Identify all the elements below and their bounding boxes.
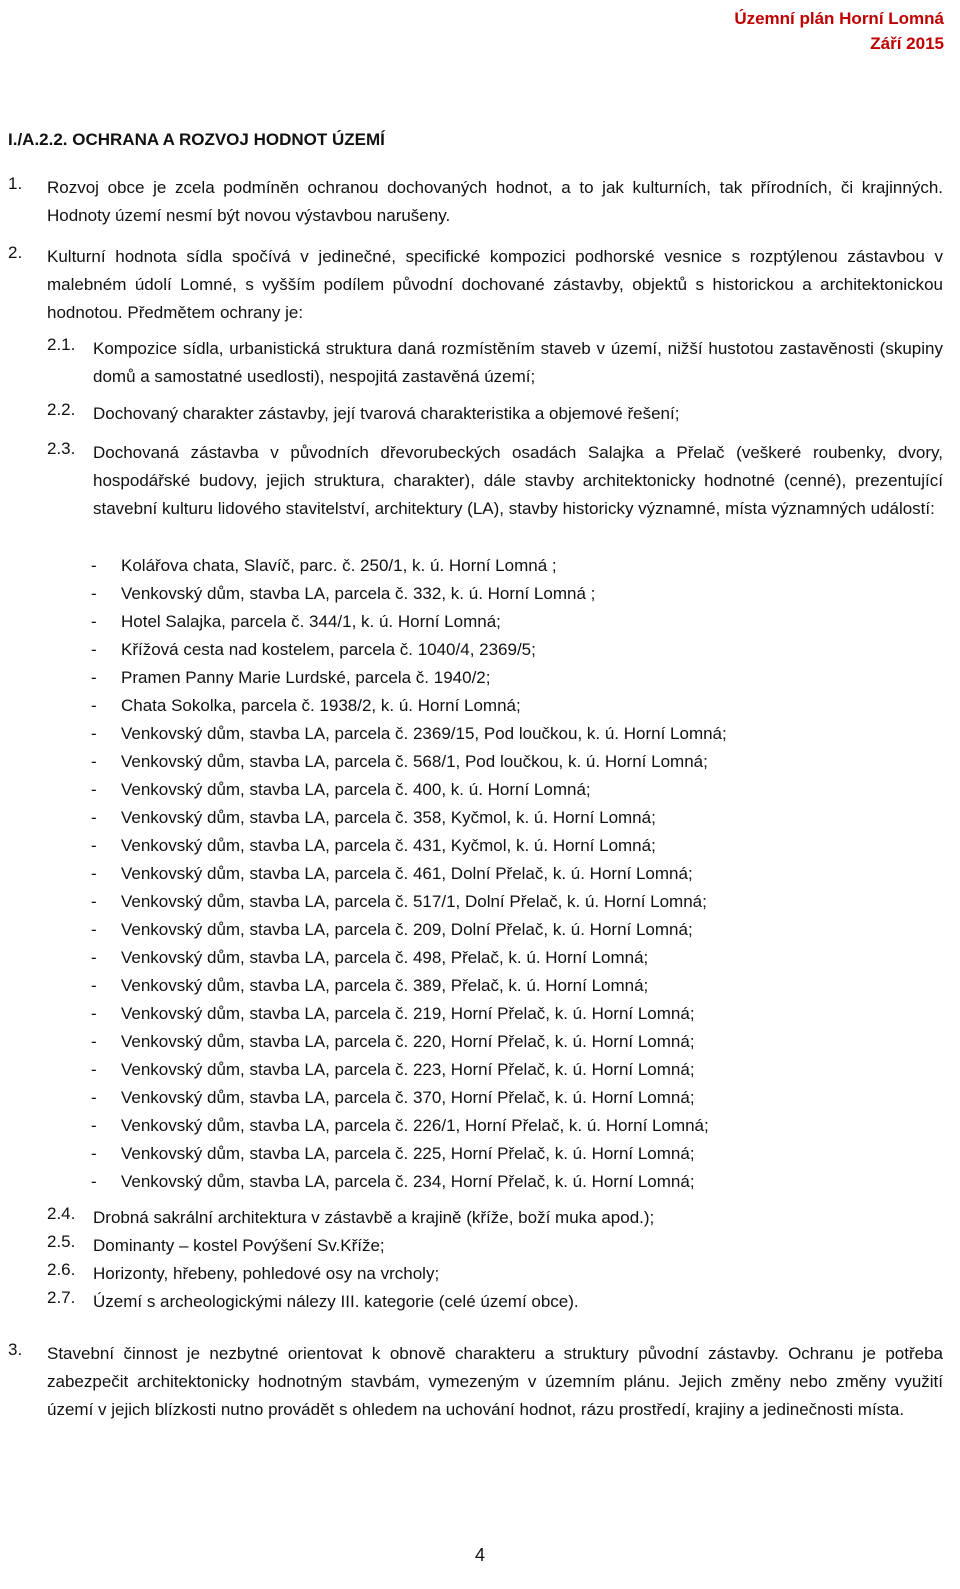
list-dash: -	[91, 920, 97, 939]
subsection-number: 2.1.	[47, 335, 76, 354]
list-item	[91, 1168, 941, 1196]
list-item	[91, 1028, 941, 1056]
list-item	[91, 776, 941, 804]
list-item	[91, 1112, 941, 1140]
list-item-text: Venkovský dům, stavba LA, parcela č. 568/1, Pod loučkou, k. ú. Horní Lomná;	[121, 752, 708, 771]
list-dash: -	[91, 612, 97, 631]
list-dash: -	[91, 808, 97, 827]
list-dash: -	[91, 1144, 97, 1163]
list-item	[91, 608, 941, 636]
list-item-text: Kolářova chata, Slavíč, parc. č. 250/1, k. ú. Horní Lomná ;	[121, 556, 557, 575]
list-item	[91, 692, 941, 720]
subsection-number: 2.4.	[47, 1204, 76, 1223]
list-item-text: Pramen Panny Marie Lurdské, parcela č. 1940/2;	[121, 668, 491, 687]
subsection-number: 2.3.	[47, 439, 76, 458]
paragraph-3-number: 3.	[8, 1340, 23, 1359]
list-dash: -	[91, 1004, 97, 1023]
list-item-text: Venkovský dům, stavba LA, parcela č. 225, Horní Přelač, k. ú. Horní Lomná;	[121, 1144, 695, 1163]
subsection-text: Kompozice sídla, urbanistická struktura daná rozmístěním staveb v území, nižší hustotou zastavěnosti (skupiny domů a samostatné usedlosti), nespojitá zastavěná území;	[93, 339, 943, 386]
list-item	[91, 1140, 941, 1168]
list-item	[91, 664, 941, 692]
subsection-2-1	[47, 335, 943, 391]
list-item-text: Křížová cesta nad kostelem, parcela č. 1040/4, 2369/5;	[121, 640, 536, 659]
paragraph-1-text: Rozvoj obce je zcela podmíněn ochranou dochovaných hodnot, a to jak kulturních, tak přírodních, či krajinných. Hodnoty území nesmí být novou výstavbou narušeny.	[47, 178, 943, 225]
list-item	[91, 860, 941, 888]
subsection-text: Dominanty – kostel Povýšení Sv.Kříže;	[93, 1236, 385, 1255]
list-item	[91, 832, 941, 860]
header-date: Září 2015	[870, 34, 944, 53]
list-dash: -	[91, 752, 97, 771]
list-item	[91, 944, 941, 972]
list-dash: -	[91, 724, 97, 743]
list-item	[91, 888, 941, 916]
list-dash: -	[91, 1060, 97, 1079]
list-dash: -	[91, 780, 97, 799]
list-item	[91, 720, 941, 748]
list-item-text: Venkovský dům, stavba LA, parcela č. 219, Horní Přelač, k. ú. Horní Lomná;	[121, 1004, 695, 1023]
list-item	[91, 804, 941, 832]
list-item	[91, 916, 941, 944]
subsection-2-2	[47, 400, 943, 428]
list-item-text: Venkovský dům, stavba LA, parcela č. 2369/15, Pod loučkou, k. ú. Horní Lomná;	[121, 724, 727, 743]
subsection-2-7	[47, 1288, 943, 1316]
list-item-text: Venkovský dům, stavba LA, parcela č. 209, Dolní Přelač, k. ú. Horní Lomná;	[121, 920, 693, 939]
list-item-text: Venkovský dům, stavba LA, parcela č. 498, Přelač, k. ú. Horní Lomná;	[121, 948, 649, 967]
subsection-text: Dochovaný charakter zástavby, její tvarová charakteristika a objemové řešení;	[93, 404, 680, 423]
subsection-text: Dochovaná zástavba v původních dřevorubeckých osadách Salajka a Přelač (veškeré roubenky, dvory, hospodářské budovy, jejich struktura, charakter), dále stavby architektonicky hodnotné (cenné), prezentující stavební kulturu lidového stavitelství, architektury (LA), stavby historicky významné, místa významných událostí:	[93, 443, 943, 518]
list-dash: -	[91, 1032, 97, 1051]
list-dash: -	[91, 584, 97, 603]
list-dash: -	[91, 1116, 97, 1135]
list-dash: -	[91, 836, 97, 855]
subsection-number: 2.7.	[47, 1288, 76, 1307]
list-item	[91, 1056, 941, 1084]
subsection-text: Drobná sakrální architektura v zástavbě a krajině (kříže, boží muka apod.);	[93, 1208, 655, 1227]
paragraph-2-number: 2.	[8, 243, 23, 262]
subsection-2-4	[47, 1204, 943, 1232]
list-item-text: Venkovský dům, stavba LA, parcela č. 370, Horní Přelač, k. ú. Horní Lomná;	[121, 1088, 695, 1107]
page-header	[734, 6, 944, 56]
list-dash: -	[91, 696, 97, 715]
subsection-number: 2.5.	[47, 1232, 76, 1251]
subsection-2-5	[47, 1232, 943, 1260]
list-item-text: Venkovský dům, stavba LA, parcela č. 226/1, Horní Přelač, k. ú. Horní Lomná;	[121, 1116, 709, 1135]
list-dash: -	[91, 976, 97, 995]
list-item-text: Venkovský dům, stavba LA, parcela č. 461, Dolní Přelač, k. ú. Horní Lomná;	[121, 864, 693, 883]
list-item	[91, 972, 941, 1000]
paragraph-1-number: 1.	[8, 174, 23, 193]
list-item-text: Venkovský dům, stavba LA, parcela č. 400, k. ú. Horní Lomná;	[121, 780, 591, 799]
protected-buildings-list	[91, 552, 941, 1196]
list-item-text: Venkovský dům, stavba LA, parcela č. 431, Kyčmol, k. ú. Horní Lomná;	[121, 836, 656, 855]
list-item	[91, 552, 941, 580]
list-item	[91, 636, 941, 664]
list-dash: -	[91, 1172, 97, 1191]
list-dash: -	[91, 948, 97, 967]
subsection-2-6	[47, 1260, 943, 1288]
subsection-text: Horizonty, hřebeny, pohledové osy na vrcholy;	[93, 1264, 440, 1283]
page-number: 4	[474, 1545, 485, 1565]
list-item	[91, 748, 941, 776]
list-item	[91, 580, 941, 608]
list-item-text: Venkovský dům, stavba LA, parcela č. 223, Horní Přelač, k. ú. Horní Lomná;	[121, 1060, 695, 1079]
list-dash: -	[91, 668, 97, 687]
paragraph-2-text: Kulturní hodnota sídla spočívá v jedinečné, specifické kompozici podhorské vesnice s rozptýlenou zástavbou v malebném údolí Lomné, s vyšším podílem původní dochované zástavby, objektů s historickou a architektonickou hodnotou. Předmětem ochrany je:	[47, 247, 943, 322]
list-dash: -	[91, 640, 97, 659]
list-item	[91, 1084, 941, 1112]
list-item-text: Venkovský dům, stavba LA, parcela č. 220, Horní Přelač, k. ú. Horní Lomná;	[121, 1032, 695, 1051]
list-dash: -	[91, 1088, 97, 1107]
list-dash: -	[91, 864, 97, 883]
list-dash: -	[91, 892, 97, 911]
list-item-text: Hotel Salajka, parcela č. 344/1, k. ú. Horní Lomná;	[121, 612, 501, 631]
subsection-number: 2.2.	[47, 400, 76, 419]
section-title: I./A.2.2. OCHRANA A ROZVOJ HODNOT ÚZEMÍ	[8, 130, 385, 149]
paragraph-3-text: Stavební činnost je nezbytné orientovat k obnově charakteru a struktury původní zástavby. Ochranu je potřeba zabezpečit architektonicky hodnotným stavbám, vymezeným v územním plánu. Jejich změny nebo změny využití území v jejich blízkosti nutno provádět s ohledem na uchování hodnot, rázu prostředí, krajiny a jedinečnosti místa.	[47, 1344, 943, 1419]
list-item-text: Chata Sokolka, parcela č. 1938/2, k. ú. Horní Lomná;	[121, 696, 521, 715]
list-item-text: Venkovský dům, stavba LA, parcela č. 517/1, Dolní Přelač, k. ú. Horní Lomná;	[121, 892, 707, 911]
list-item-text: Venkovský dům, stavba LA, parcela č. 332, k. ú. Horní Lomná ;	[121, 584, 596, 603]
list-item-text: Venkovský dům, stavba LA, parcela č. 389, Přelač, k. ú. Horní Lomná;	[121, 976, 649, 995]
list-item-text: Venkovský dům, stavba LA, parcela č. 234, Horní Přelač, k. ú. Horní Lomná;	[121, 1172, 695, 1191]
subsection-2-3	[47, 439, 943, 523]
subsection-text: Území s archeologickými nálezy III. kategorie (celé území obce).	[93, 1292, 579, 1311]
list-item	[91, 1000, 941, 1028]
list-dash: -	[91, 556, 97, 575]
list-item-text: Venkovský dům, stavba LA, parcela č. 358, Kyčmol, k. ú. Horní Lomná;	[121, 808, 656, 827]
subsection-number: 2.6.	[47, 1260, 76, 1279]
header-title: Územní plán Horní Lomná	[734, 9, 944, 28]
